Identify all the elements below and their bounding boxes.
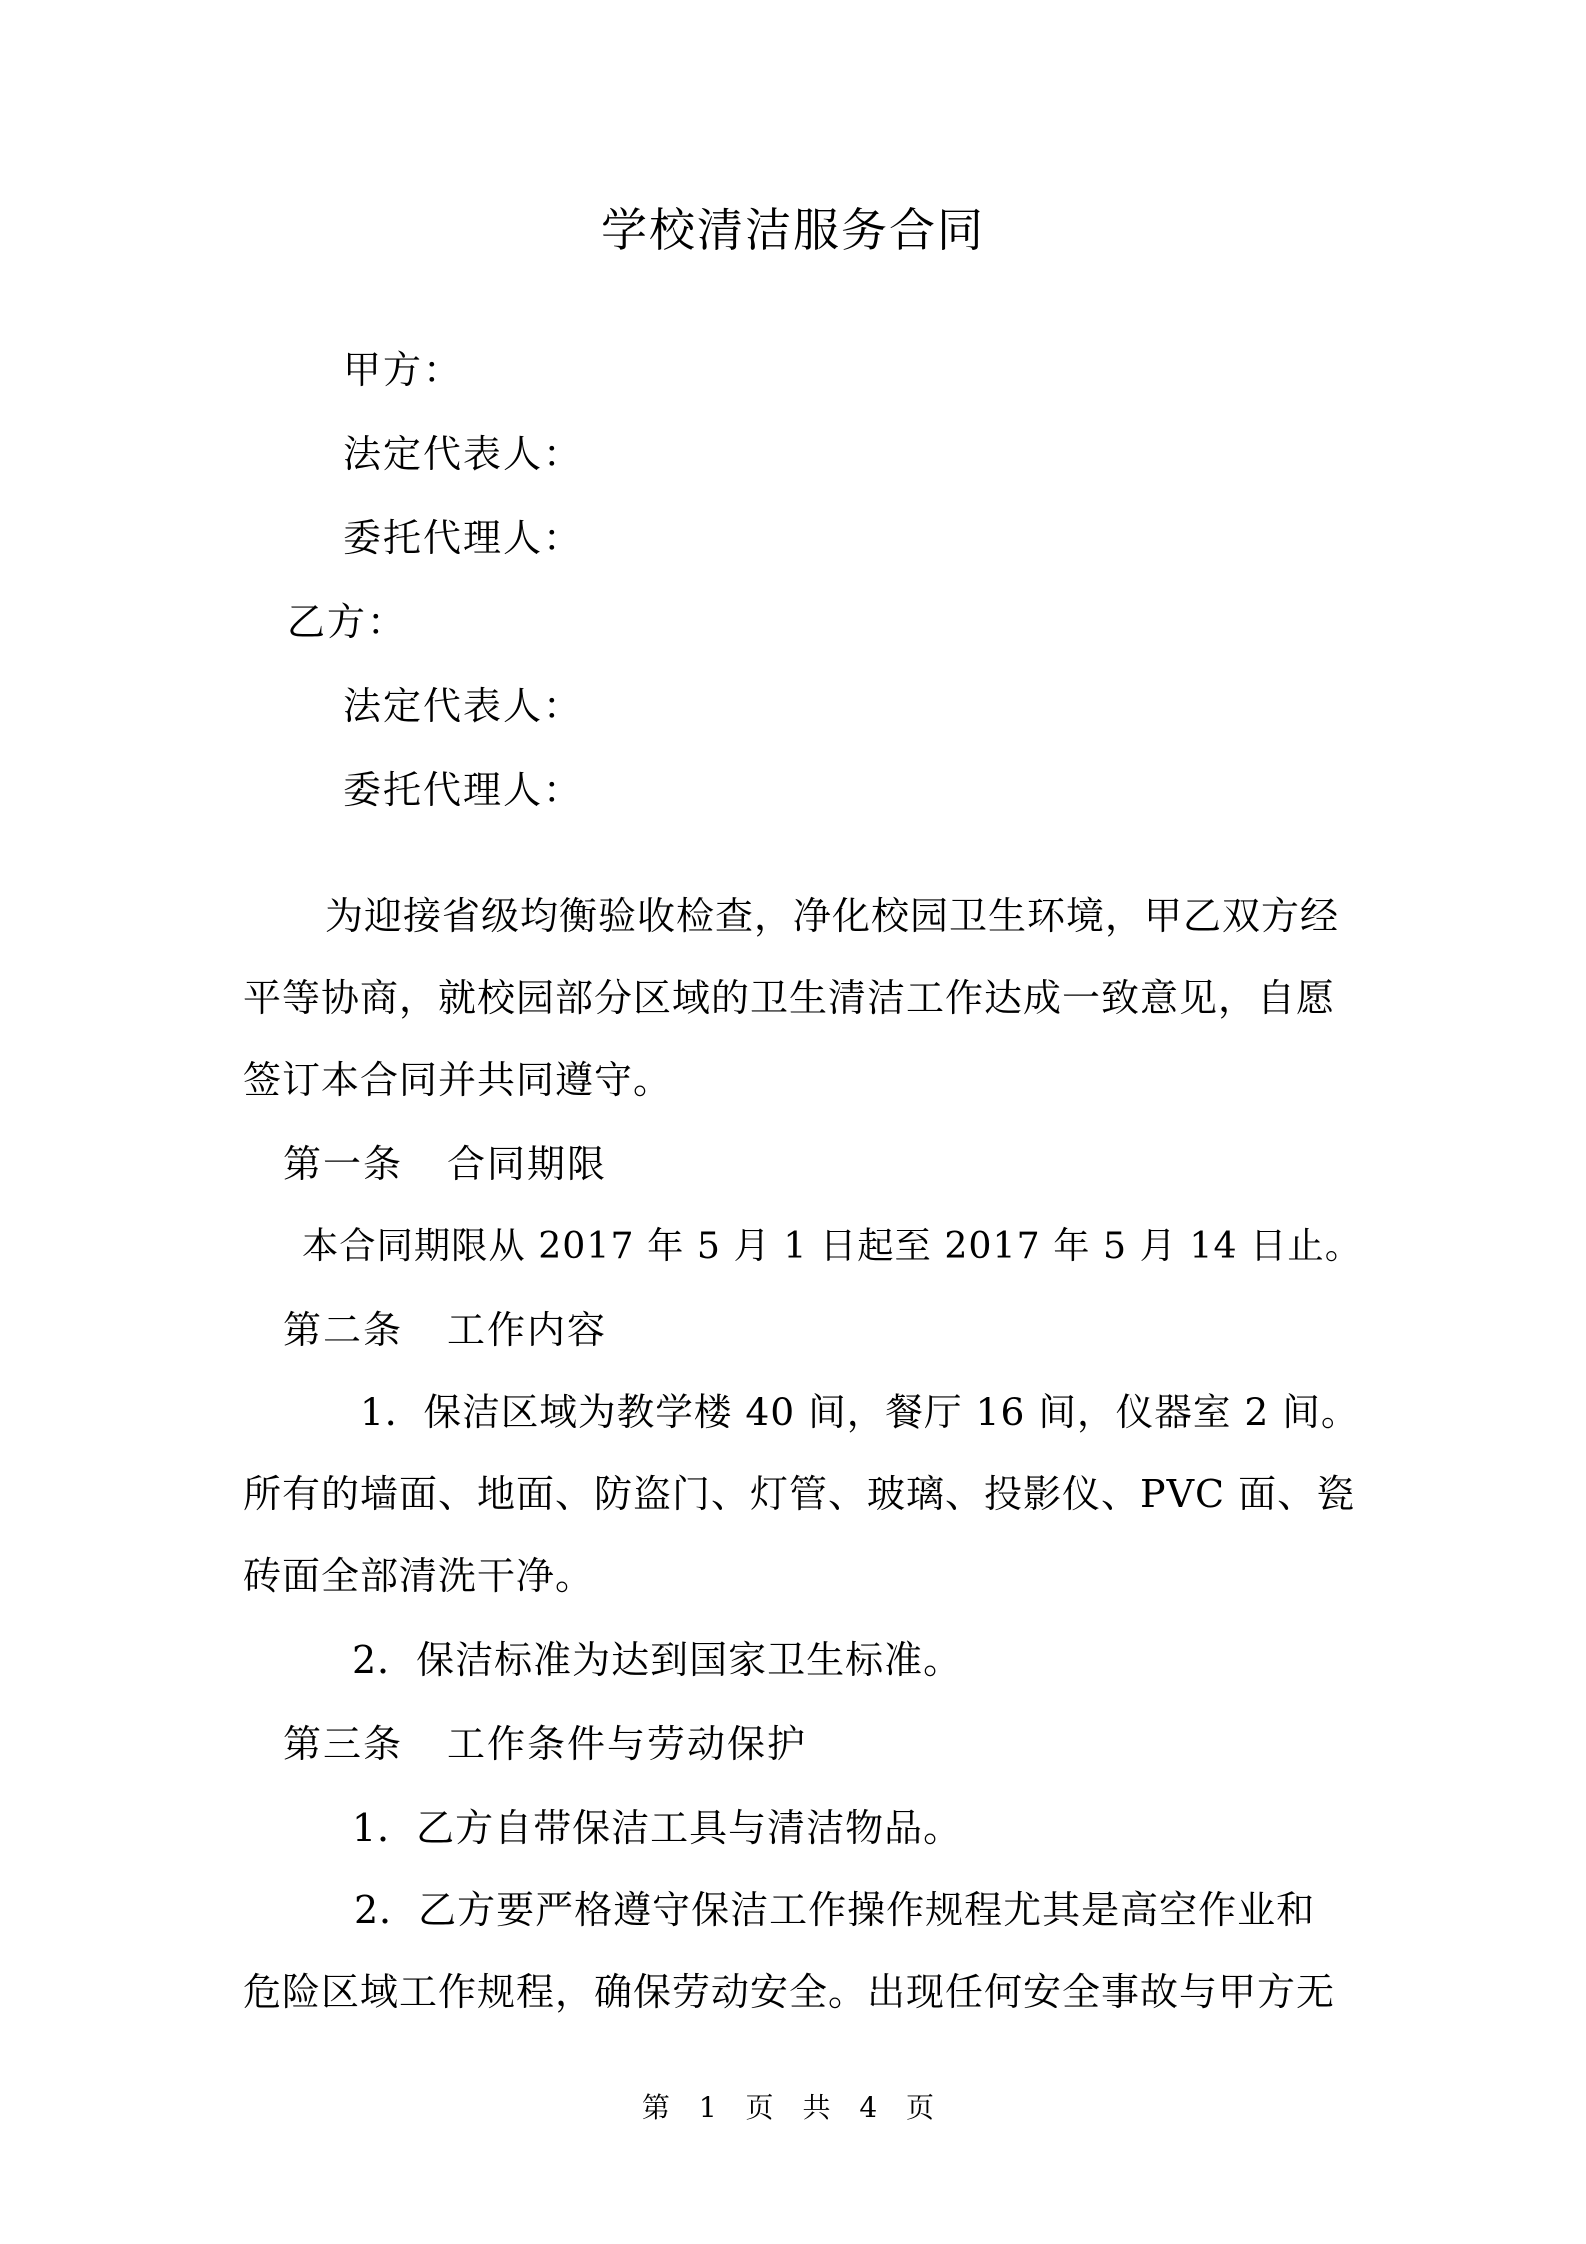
preamble-line-1: 为迎接省级均衡验收检查，净化校园卫生环境，甲乙双方经 — [325, 894, 1340, 938]
party-b-legal-rep: 法定代表人： — [343, 684, 584, 728]
preamble-line-3: 签订本合同并共同遵守。 — [243, 1058, 673, 1102]
article-2-heading — [283, 1304, 607, 1356]
article-3-heading — [283, 1718, 807, 1770]
article-1-heading — [283, 1138, 607, 1190]
article-1-text: 本合同期限从 2017 年 5 月 1 日起至 2017 年 5 月 14 日止。 — [302, 1224, 1362, 1267]
party-a-legal-rep: 法定代表人： — [343, 432, 584, 476]
article-2-title: 工作内容 — [447, 1308, 608, 1352]
article-3-item-2-line-2: 危险区域工作规程，确保劳动安全。出现任何安全事故与甲方无 — [243, 1970, 1336, 2014]
preamble-line-2: 平等协商，就校园部分区域的卫生清洁工作达成一致意见，自愿 — [243, 976, 1336, 1020]
party-b-agent: 委托代理人： — [343, 768, 584, 812]
article-2-item-2: 2．保洁标准为达到国家卫生标准。 — [352, 1638, 963, 1682]
article-2-item-1-line-1: 1．保洁区域为教学楼 40 间，餐厅 16 间，仪器室 2 间。 — [360, 1390, 1360, 1434]
article-3-number: 第三条 — [283, 1722, 404, 1766]
page-footer: 第 1 页 共 4 页 — [641, 2091, 945, 2124]
article-2-number: 第二条 — [283, 1308, 404, 1352]
party-a-agent: 委托代理人： — [343, 516, 584, 560]
party-b-label: 乙方： — [287, 600, 408, 644]
article-3-title: 工作条件与劳动保护 — [447, 1722, 808, 1766]
article-2-item-1-line-3: 砖面全部清洗干净。 — [243, 1554, 595, 1598]
article-1-title: 合同期限 — [447, 1142, 608, 1186]
article-3-item-1: 1．乙方自带保洁工具与清洁物品。 — [352, 1806, 963, 1850]
article-2-item-1-line-2: 所有的墙面、地面、防盗门、灯管、玻璃、投影仪、PVC 面、瓷 — [243, 1472, 1356, 1516]
party-a-label: 甲方： — [343, 348, 464, 392]
article-1-number: 第一条 — [283, 1142, 404, 1186]
document-title: 学校清洁服务合同 — [601, 203, 985, 257]
article-3-item-2-line-1: 2．乙方要严格遵守保洁工作操作规程尤其是高空作业和 — [354, 1888, 1316, 1932]
